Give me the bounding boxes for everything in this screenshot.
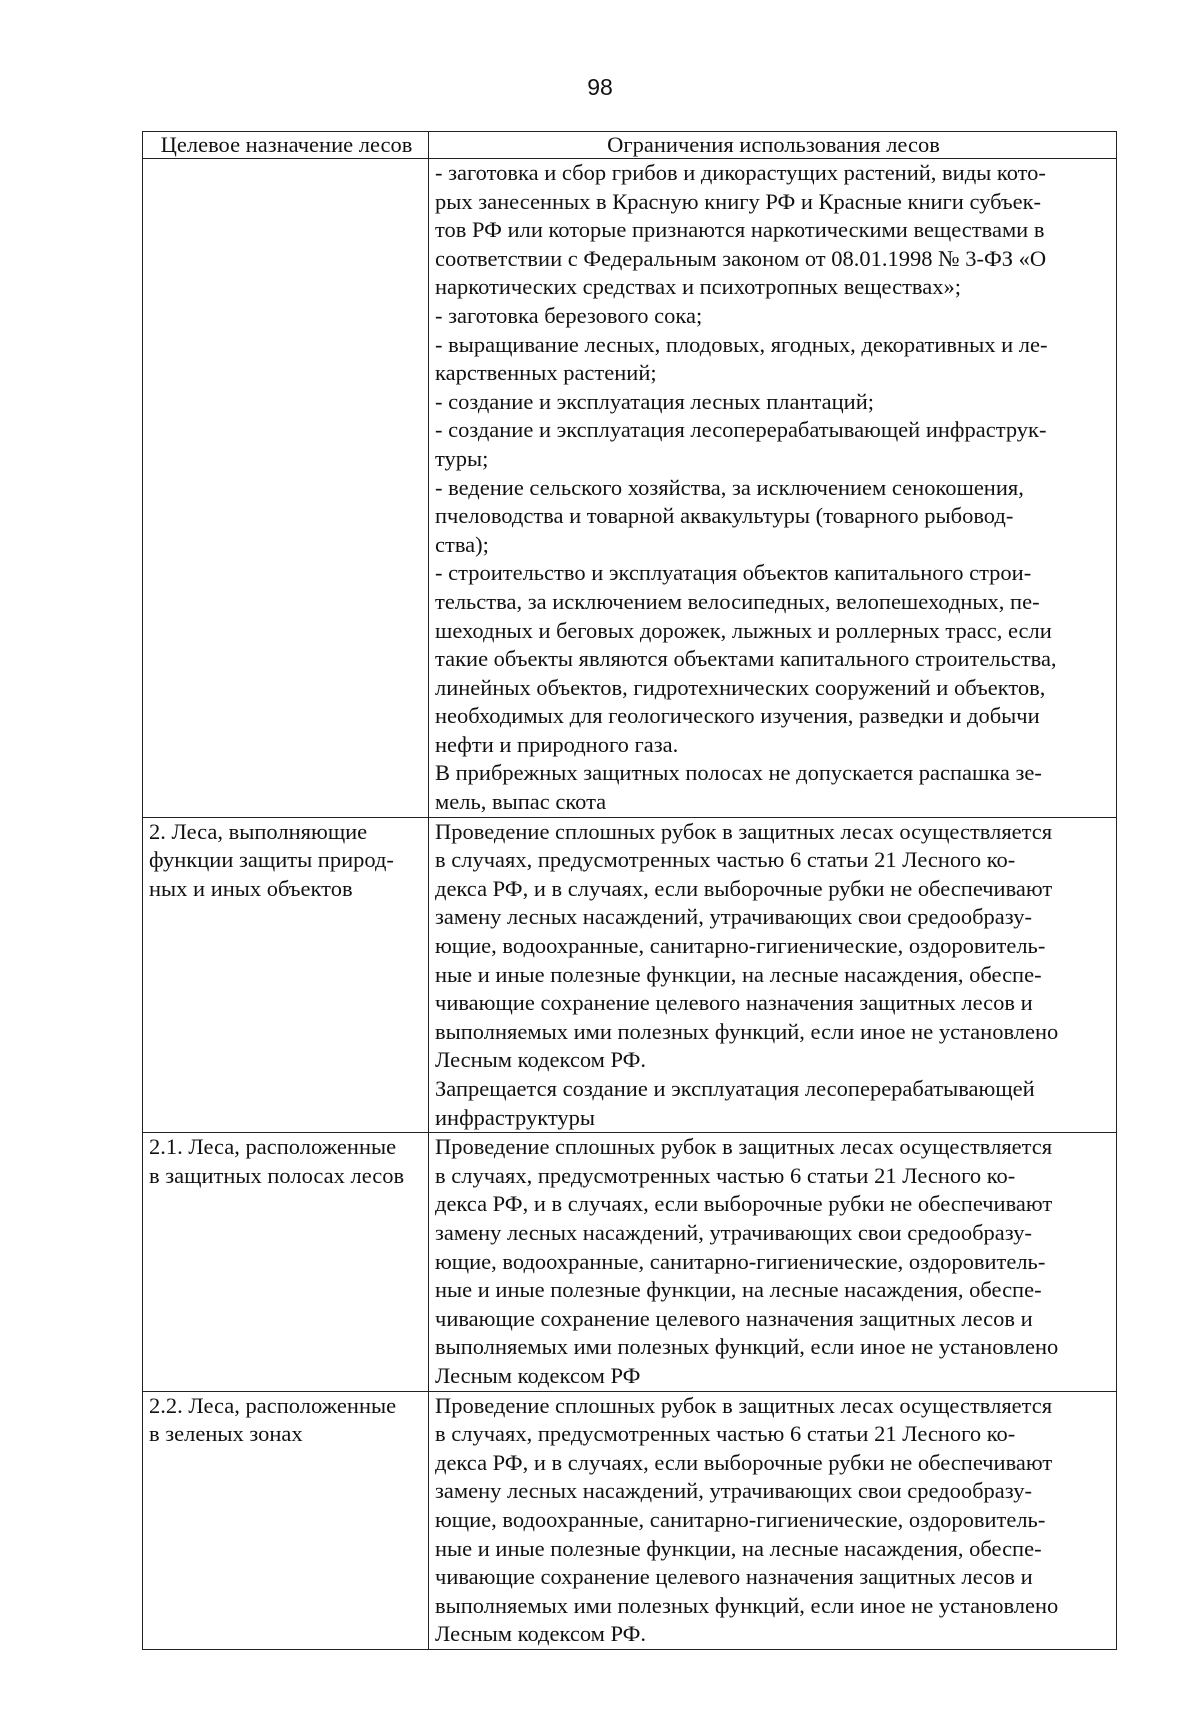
restriction-line: Запрещается создание и эксплуатация лесоперерабатывающей [435, 1076, 1035, 1101]
restriction-line: декса РФ, и в случаях, если выборочные рубки не обеспечивают [435, 1449, 1053, 1475]
restrictions-cell [429, 159, 1117, 818]
restriction-line: Проведение сплошных рубок в защитных лесах осуществляется [435, 818, 1053, 844]
restriction-line: - строительство и эксплуатация объектов капитального строи- [435, 560, 1032, 586]
restriction-line: Проведение сплошных рубок в защитных лесах осуществляется [435, 1134, 1053, 1160]
restriction-line: чивающие сохранение целевого назначения защитных лесов и [435, 1564, 1033, 1590]
restriction-line: - заготовка березового сока; [435, 302, 703, 328]
restriction-line: туры; [435, 445, 489, 471]
restriction-line: замену лесных насаждений, утрачивающих свои средообразу- [435, 1219, 1032, 1245]
restriction-line: выполняемых ими полезных функций, если иное не установлено [435, 1018, 1059, 1044]
restriction-line: чивающие сохранение целевого назначения защитных лесов и [435, 990, 1033, 1016]
restrictions-cell [429, 1133, 1117, 1391]
forest-purpose-cell [143, 1391, 429, 1649]
restriction-line: В прибрежных защитных полосах не допускается распашка зе- [435, 760, 1042, 786]
table-row [143, 817, 1117, 1133]
purpose-line: 2. Леса, выполняющие [149, 818, 368, 844]
header-restrictions: Ограничения использования лесов [429, 132, 1117, 159]
table-body [143, 159, 1117, 1650]
table-row [143, 1391, 1117, 1649]
restriction-line: инфраструктуры [435, 1104, 595, 1130]
restriction-line: - создание и эксплуатация лесоперерабатывающей инфраструк- [435, 417, 1047, 443]
restriction-line: такие объекты являются объектами капитального строительства, [435, 646, 1057, 672]
purpose-line: ных и иных объектов [149, 875, 353, 901]
restriction-line: декса РФ, и в случаях, если выборочные рубки не обеспечивают [435, 1191, 1053, 1217]
table-header-row [143, 132, 1117, 159]
forest-restrictions-table [142, 131, 1117, 1650]
restriction-line: ющие, водоохранные, санитарно-гигиенические, оздоровитель- [435, 1506, 1046, 1532]
restriction-line: карственных растений; [435, 360, 657, 386]
table-row [143, 1133, 1117, 1391]
purpose-line: 2.2. Леса, расположенные [149, 1392, 397, 1418]
restriction-line: ные и иные полезные функции, на лесные насаждения, обеспе- [435, 1277, 1042, 1303]
restrictions-cell [429, 817, 1117, 1133]
restriction-line: декса РФ, и в случаях, если выборочные рубки не обеспечивают [435, 875, 1053, 901]
restriction-line: в случаях, предусмотренных частью 6 статьи 21 Лесного ко- [435, 1421, 1016, 1447]
restriction-line: ные и иные полезные функции, на лесные насаждения, обеспе- [435, 1535, 1042, 1561]
restriction-line: - создание и эксплуатация лесных плантаций; [435, 388, 874, 414]
restriction-line: замену лесных насаждений, утрачивающих свои средообразу- [435, 904, 1032, 930]
restriction-line: Лесным кодексом РФ [435, 1362, 641, 1388]
restriction-line: ные и иные полезные функции, на лесные насаждения, обеспе- [435, 961, 1042, 987]
restriction-line: чивающие сохранение целевого назначения защитных лесов и [435, 1305, 1033, 1331]
restriction-line: - заготовка и сбор грибов и дикорастущих растений, виды кото- [435, 160, 1046, 185]
forest-purpose-cell [143, 1133, 429, 1391]
purpose-line: в зеленых зонах [149, 1421, 303, 1447]
restriction-line: ства); [435, 531, 489, 557]
table-row [143, 159, 1117, 818]
restriction-line: выполняемых ими полезных функций, если иное не установлено [435, 1334, 1059, 1360]
header-purpose: Целевое назначение лесов [143, 132, 429, 159]
purpose-line: функции защиты природ- [149, 847, 394, 873]
restriction-line: соответствии с Федеральным законом от 08.01.1998 № 3-ФЗ «О [435, 245, 1047, 271]
restriction-line: Лесным кодексом РФ. [435, 1047, 647, 1073]
purpose-line: 2.1. Леса, расположенные [149, 1134, 397, 1160]
restriction-line: необходимых для геологического изучения, разведки и добычи [435, 703, 1040, 729]
page-number: 98 [587, 74, 613, 100]
restriction-line: наркотических средствах и психотропных веществах»; [435, 274, 961, 300]
restriction-line: в случаях, предусмотренных частью 6 статьи 21 Лесного ко- [435, 1162, 1016, 1188]
restriction-line: пчеловодства и товарной аквакультуры (товарного рыбовод- [435, 503, 1014, 529]
restriction-line: - выращивание лесных, плодовых, ягодных, декоративных и ле- [435, 331, 1048, 357]
restriction-line: в случаях, предусмотренных частью 6 статьи 21 Лесного ко- [435, 847, 1016, 873]
restriction-line: замену лесных насаждений, утрачивающих свои средообразу- [435, 1478, 1032, 1504]
restriction-line: - ведение сельского хозяйства, за исключением сенокошения, [435, 474, 1024, 500]
forest-purpose-cell [143, 159, 429, 818]
restriction-line: тельства, за исключением велосипедных, велопешеходных, пе- [435, 588, 1040, 614]
forest-purpose-cell [143, 817, 429, 1133]
restriction-line: тов РФ или которые признаются наркотическими веществами в [435, 217, 1045, 243]
restriction-line: рых занесенных в Красную книгу РФ и Красные книги субъек- [435, 188, 1042, 214]
restriction-line: мель, выпас скота [435, 789, 607, 815]
restriction-line: ющие, водоохранные, санитарно-гигиенические, оздоровитель- [435, 933, 1046, 959]
restriction-line: Лесным кодексом РФ. [435, 1621, 647, 1647]
restrictions-cell [429, 1391, 1117, 1649]
purpose-line: в защитных полосах лесов [149, 1162, 405, 1188]
restriction-line: шеходных и беговых дорожек, лыжных и роллерных трасс, если [435, 617, 1052, 643]
restriction-line: выполняемых ими полезных функций, если иное не установлено [435, 1592, 1059, 1618]
restriction-line: Проведение сплошных рубок в защитных лесах осуществляется [435, 1392, 1053, 1418]
restriction-line: линейных объектов, гидротехнических сооружений и объектов, [435, 674, 1046, 700]
restriction-line: нефти и природного газа. [435, 731, 679, 757]
restriction-line: ющие, водоохранные, санитарно-гигиенические, оздоровитель- [435, 1248, 1046, 1274]
